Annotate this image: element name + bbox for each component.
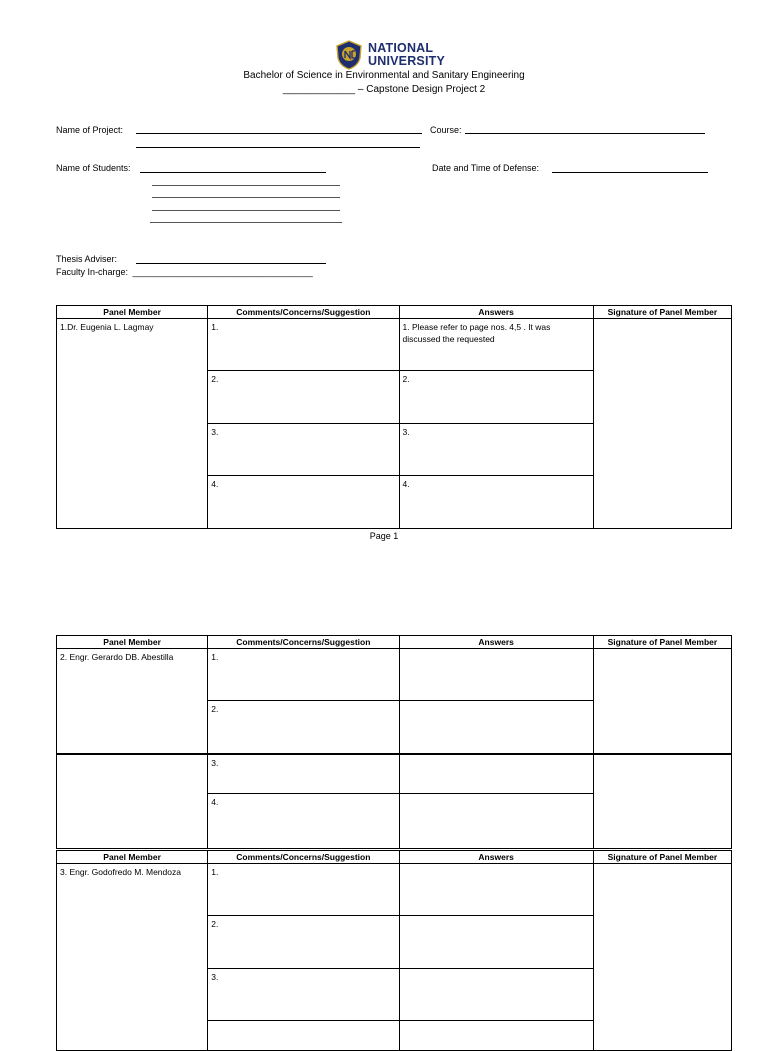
answer-cell[interactable] bbox=[399, 754, 593, 794]
panel-table-1 bbox=[56, 305, 732, 529]
course-label: Course: bbox=[430, 125, 462, 135]
answer-text: 1. Please refer to page nos. 4,5 . It was bbox=[402, 322, 551, 332]
faculty-incharge-label bbox=[56, 267, 313, 277]
student-line-2[interactable] bbox=[152, 185, 340, 186]
header-comments: Comments/Concerns/Suggestion bbox=[208, 851, 399, 864]
university-seal-logo bbox=[336, 40, 362, 70]
university-name-line1: NATIONAL bbox=[368, 41, 434, 55]
signature-cell-cont[interactable] bbox=[593, 754, 731, 849]
comment-cell[interactable] bbox=[208, 319, 399, 371]
comment-cell[interactable] bbox=[208, 864, 399, 916]
header-comments: Comments/Concerns/Suggestion bbox=[208, 306, 399, 319]
signature-cell[interactable] bbox=[593, 319, 731, 529]
comment-number: 2. bbox=[211, 704, 219, 714]
panel-member-cell bbox=[57, 649, 208, 754]
panel-member-name: 3. Engr. Godofredo M. Mendoza bbox=[60, 867, 181, 877]
student-line-3[interactable] bbox=[152, 197, 340, 198]
answer-cell[interactable] bbox=[399, 476, 593, 529]
answer-cell[interactable] bbox=[399, 319, 593, 371]
faculty-incharge-text: Faculty In-charge: bbox=[56, 267, 129, 277]
program-title: Bachelor of Science in Environmental and Sanitary Engineering bbox=[243, 70, 525, 81]
comment-cell[interactable] bbox=[208, 424, 399, 476]
answer-cell[interactable] bbox=[399, 1021, 593, 1051]
comment-number: 1. bbox=[211, 322, 219, 332]
course-title: _____________ – Capstone Design Project 2 bbox=[282, 84, 486, 95]
comment-number: 2. bbox=[211, 919, 219, 929]
header-panel-member: Panel Member bbox=[57, 636, 208, 649]
thesis-adviser-line[interactable] bbox=[136, 263, 326, 264]
comment-cell[interactable] bbox=[208, 476, 399, 529]
project-name-line-2[interactable] bbox=[136, 147, 420, 148]
answer-number: 3. bbox=[402, 427, 410, 437]
panel-table-2 bbox=[56, 635, 732, 849]
answer-cell[interactable] bbox=[399, 424, 593, 476]
defense-date-line[interactable] bbox=[552, 172, 708, 173]
comment-cell[interactable] bbox=[208, 969, 399, 1021]
comment-number: 2. bbox=[211, 374, 219, 384]
students-label: Name of Students: bbox=[56, 163, 131, 173]
comment-cell[interactable] bbox=[208, 916, 399, 969]
panel-member-cell bbox=[57, 319, 208, 529]
header-comments: Comments/Concerns/Suggestion bbox=[208, 636, 399, 649]
comment-cell[interactable] bbox=[208, 1021, 399, 1051]
faculty-incharge-line[interactable]: ____________________________________ bbox=[132, 267, 313, 277]
comment-cell[interactable] bbox=[208, 371, 399, 424]
university-name-line2: UNIVERSITY bbox=[368, 54, 446, 68]
panel-member-cell-cont bbox=[57, 754, 208, 849]
answer-cell[interactable] bbox=[399, 371, 593, 424]
header-panel-member: Panel Member bbox=[57, 851, 208, 864]
answer-cell[interactable] bbox=[399, 701, 593, 754]
answer-cell[interactable] bbox=[399, 969, 593, 1021]
answer-cell[interactable] bbox=[399, 649, 593, 701]
answer-number: 2. bbox=[402, 374, 410, 384]
student-line-4[interactable] bbox=[152, 210, 340, 211]
project-name-line[interactable] bbox=[136, 133, 422, 134]
answer-text-cont: discussed the requested bbox=[402, 334, 495, 344]
defense-date-label: Date and Time of Defense: bbox=[432, 163, 540, 173]
comment-cell[interactable] bbox=[208, 754, 399, 794]
comment-cell[interactable] bbox=[208, 794, 399, 849]
header-answers: Answers bbox=[399, 636, 593, 649]
course-line[interactable] bbox=[465, 133, 705, 134]
header-answers: Answers bbox=[399, 306, 593, 319]
panel-member-name: 2. Engr. Gerardo DB. Abestilla bbox=[60, 652, 174, 662]
comment-number: 4. bbox=[211, 479, 219, 489]
project-name-label: Name of Project: bbox=[56, 125, 124, 135]
answer-cell[interactable] bbox=[399, 864, 593, 916]
answer-number: 4. bbox=[402, 479, 410, 489]
comment-cell[interactable] bbox=[208, 701, 399, 754]
answer-cell[interactable] bbox=[399, 916, 593, 969]
comment-number: 1. bbox=[211, 652, 219, 662]
university-name bbox=[368, 42, 445, 68]
student-line-5[interactable] bbox=[150, 222, 342, 223]
comment-number: 3. bbox=[211, 972, 219, 982]
panel-member-cell bbox=[57, 864, 208, 1051]
signature-cell[interactable] bbox=[593, 864, 731, 1051]
panel-member-name: 1.Dr. Eugenia L. Lagmay bbox=[60, 322, 154, 332]
comment-number: 4. bbox=[211, 797, 219, 807]
student-line-1[interactable] bbox=[140, 172, 326, 173]
comment-number: 1. bbox=[211, 867, 219, 877]
header-signature: Signature of Panel Member bbox=[593, 306, 731, 319]
comment-number: 3. bbox=[211, 427, 219, 437]
panel-table-3 bbox=[56, 850, 732, 1051]
signature-cell[interactable] bbox=[593, 649, 731, 754]
comment-cell[interactable] bbox=[208, 649, 399, 701]
answer-cell[interactable] bbox=[399, 794, 593, 849]
page-number: Page 1 bbox=[369, 531, 399, 541]
thesis-adviser-label: Thesis Adviser: bbox=[56, 254, 118, 264]
header-signature: Signature of Panel Member bbox=[593, 851, 731, 864]
header-panel-member: Panel Member bbox=[57, 306, 208, 319]
comment-number: 3. bbox=[211, 757, 219, 768]
header-answers: Answers bbox=[399, 851, 593, 864]
header-signature: Signature of Panel Member bbox=[593, 636, 731, 649]
